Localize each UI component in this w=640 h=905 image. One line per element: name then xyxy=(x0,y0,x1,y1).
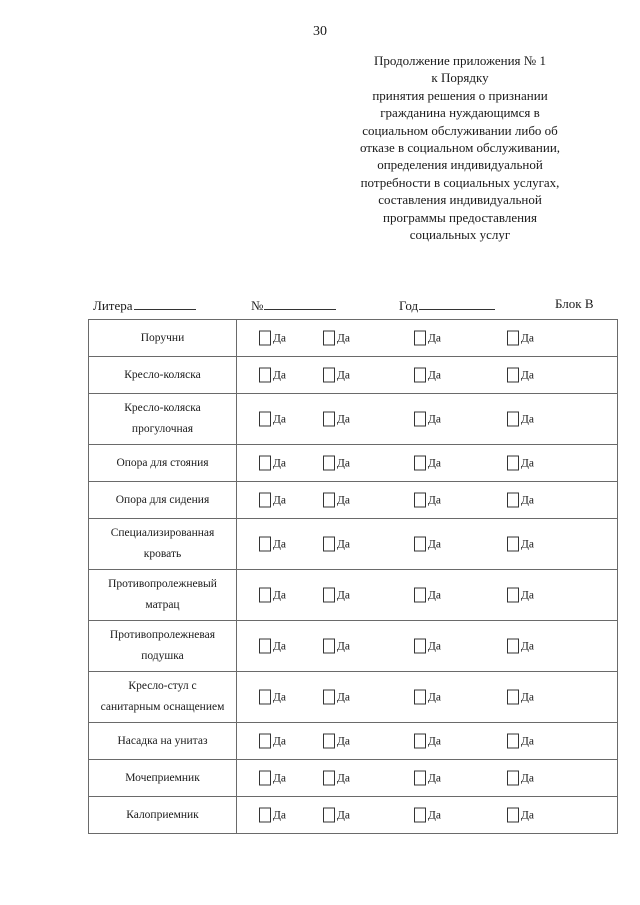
checkbox[interactable] xyxy=(323,771,335,786)
yes-label: Да xyxy=(428,691,441,703)
checkbox[interactable] xyxy=(323,690,335,705)
yes-option[interactable] xyxy=(414,537,441,552)
header-line: принятия решения о признании xyxy=(372,87,548,103)
item-name-line: санитарным оснащением xyxy=(100,701,225,713)
yes-label: Да xyxy=(337,369,350,381)
options-cell xyxy=(237,797,618,834)
checkbox[interactable] xyxy=(323,331,335,346)
header-line: социальном обслуживании либо об xyxy=(362,122,558,138)
yes-option[interactable] xyxy=(259,412,286,427)
item-name-line: Противопролежневая xyxy=(109,629,216,641)
yes-option[interactable] xyxy=(323,808,350,823)
table-row xyxy=(89,394,618,445)
checkbox[interactable] xyxy=(507,331,519,346)
yes-label: Да xyxy=(428,589,441,601)
litera-label: Литера xyxy=(93,298,133,313)
table-row xyxy=(89,357,618,394)
options-cell xyxy=(237,672,618,723)
yes-label: Да xyxy=(428,332,441,344)
yes-option[interactable] xyxy=(507,537,534,552)
yes-option[interactable] xyxy=(507,588,534,603)
yes-option[interactable] xyxy=(259,771,286,786)
litera-field[interactable] xyxy=(93,296,196,314)
options-cell xyxy=(237,445,618,482)
yes-option[interactable] xyxy=(323,734,350,749)
yes-label: Да xyxy=(521,538,534,550)
yes-label: Да xyxy=(521,413,534,425)
yes-label: Да xyxy=(273,735,286,747)
number-field[interactable] xyxy=(251,296,336,314)
table-row xyxy=(89,482,618,519)
yes-option[interactable] xyxy=(323,639,350,654)
checkbox[interactable] xyxy=(259,588,271,603)
item-name-line: Мочеприемник xyxy=(125,771,200,784)
yes-option[interactable] xyxy=(507,639,534,654)
yes-label: Да xyxy=(428,494,441,506)
item-name xyxy=(89,445,237,482)
item-name xyxy=(89,519,237,570)
header-line: потребности в социальных услугах, xyxy=(360,174,560,190)
table-row xyxy=(89,672,618,723)
yes-option[interactable] xyxy=(414,771,441,786)
table-row xyxy=(89,445,618,482)
checkbox[interactable] xyxy=(259,493,271,508)
checkbox[interactable] xyxy=(259,734,271,749)
header-line: составления индивидуальной xyxy=(378,192,542,208)
checkbox[interactable] xyxy=(507,690,519,705)
item-name xyxy=(89,672,237,723)
yes-option[interactable] xyxy=(259,537,286,552)
item-name xyxy=(89,482,237,519)
checkbox[interactable] xyxy=(259,808,271,823)
year-field[interactable] xyxy=(399,296,495,314)
header-line: программы предоставления xyxy=(383,209,537,225)
yes-label: Да xyxy=(521,457,534,469)
yes-option[interactable] xyxy=(414,588,441,603)
item-name-line: прогулочная xyxy=(131,423,194,435)
yes-option[interactable] xyxy=(507,808,534,823)
page-number: 30 xyxy=(313,24,327,39)
year-blank[interactable] xyxy=(419,296,495,310)
yes-label: Да xyxy=(428,369,441,381)
table-row xyxy=(89,760,618,797)
checkbox[interactable] xyxy=(259,537,271,552)
yes-option[interactable] xyxy=(414,331,441,346)
header-line: гражданина нуждающимся в xyxy=(380,105,540,121)
options-cell xyxy=(237,394,618,445)
yes-option[interactable] xyxy=(259,493,286,508)
options-cell xyxy=(237,357,618,394)
checkbox[interactable] xyxy=(414,412,426,427)
checkbox[interactable] xyxy=(414,771,426,786)
item-name-line: Поручни xyxy=(140,331,185,344)
yes-option[interactable] xyxy=(414,368,441,383)
yes-option[interactable] xyxy=(259,690,286,705)
yes-option[interactable] xyxy=(507,456,534,471)
checkbox[interactable] xyxy=(323,456,335,471)
item-name-line: Противопролежневый xyxy=(108,578,217,590)
table-row xyxy=(89,723,618,760)
item-name-line: Кресло-коляска xyxy=(124,368,201,381)
yes-option[interactable] xyxy=(507,331,534,346)
checkbox[interactable] xyxy=(323,808,335,823)
yes-label: Да xyxy=(337,640,350,652)
yes-option[interactable] xyxy=(414,734,441,749)
table-row xyxy=(89,797,618,834)
yes-label: Да xyxy=(273,413,286,425)
options-cell xyxy=(237,760,618,797)
number-blank[interactable] xyxy=(264,296,336,310)
yes-label: Да xyxy=(273,772,286,784)
checkbox[interactable] xyxy=(507,368,519,383)
header-line: отказе в социальном обслуживании, xyxy=(359,140,561,156)
checkbox[interactable] xyxy=(414,331,426,346)
yes-option[interactable] xyxy=(414,456,441,471)
item-name-line: матрац xyxy=(145,599,180,611)
yes-option[interactable] xyxy=(323,690,350,705)
yes-option[interactable] xyxy=(259,456,286,471)
yes-option[interactable] xyxy=(323,456,350,471)
item-name-line: Опора для стояния xyxy=(116,456,209,469)
checkbox[interactable] xyxy=(507,456,519,471)
table-row xyxy=(89,519,618,570)
checkbox[interactable] xyxy=(414,690,426,705)
options-cell xyxy=(237,320,618,357)
yes-label: Да xyxy=(521,494,534,506)
checkbox[interactable] xyxy=(507,537,519,552)
table-row xyxy=(89,320,618,357)
checkbox[interactable] xyxy=(323,588,335,603)
checkbox[interactable] xyxy=(507,639,519,654)
yes-label: Да xyxy=(273,332,286,344)
header-line: определения индивидуальной xyxy=(377,157,543,173)
checkbox[interactable] xyxy=(507,493,519,508)
yes-label: Да xyxy=(428,640,441,652)
checkbox[interactable] xyxy=(259,412,271,427)
checkbox[interactable] xyxy=(414,493,426,508)
checkbox[interactable] xyxy=(259,639,271,654)
checkbox[interactable] xyxy=(414,588,426,603)
yes-option[interactable] xyxy=(414,493,441,508)
item-name-line: Калоприемник xyxy=(126,808,199,821)
yes-label: Да xyxy=(521,640,534,652)
checkbox[interactable] xyxy=(259,690,271,705)
yes-label: Да xyxy=(337,332,350,344)
yes-label: Да xyxy=(273,494,286,506)
yes-label: Да xyxy=(337,691,350,703)
checkbox[interactable] xyxy=(414,368,426,383)
yes-option[interactable] xyxy=(414,639,441,654)
checkbox[interactable] xyxy=(259,456,271,471)
item-name-line: кровать xyxy=(143,548,182,560)
yes-option[interactable] xyxy=(323,771,350,786)
yes-label: Да xyxy=(428,538,441,550)
yes-option[interactable] xyxy=(259,331,286,346)
item-name xyxy=(89,320,237,357)
item-name-line: Опора для сидения xyxy=(115,493,210,506)
yes-label: Да xyxy=(428,772,441,784)
checkbox[interactable] xyxy=(323,412,335,427)
table-row xyxy=(89,621,618,672)
item-name-line: Кресло-коляска xyxy=(124,402,201,414)
yes-label: Да xyxy=(273,538,286,550)
checkbox[interactable] xyxy=(414,734,426,749)
checkbox[interactable] xyxy=(259,368,271,383)
yes-label: Да xyxy=(428,735,441,747)
yes-option[interactable] xyxy=(259,588,286,603)
yes-option[interactable] xyxy=(507,368,534,383)
yes-option[interactable] xyxy=(323,493,350,508)
item-name xyxy=(89,760,237,797)
form-fields xyxy=(93,296,613,318)
checkbox[interactable] xyxy=(507,771,519,786)
yes-option[interactable] xyxy=(414,808,441,823)
yes-option[interactable] xyxy=(323,537,350,552)
equipment-table xyxy=(88,319,618,834)
yes-option[interactable] xyxy=(259,368,286,383)
yes-label: Да xyxy=(337,538,350,550)
year-label: Год xyxy=(399,298,419,313)
header-line: социальных услуг xyxy=(409,227,511,243)
item-name xyxy=(89,394,237,445)
item-name-line: подушка xyxy=(141,650,184,662)
item-name xyxy=(89,797,237,834)
yes-option[interactable] xyxy=(323,588,350,603)
options-cell xyxy=(237,519,618,570)
yes-option[interactable] xyxy=(323,368,350,383)
yes-label: Да xyxy=(521,691,534,703)
yes-label: Да xyxy=(428,809,441,821)
item-name-line: Кресло-стул с xyxy=(128,680,197,692)
options-cell xyxy=(237,570,618,621)
yes-option[interactable] xyxy=(323,331,350,346)
checkbox[interactable] xyxy=(323,734,335,749)
yes-option[interactable] xyxy=(507,771,534,786)
yes-label: Да xyxy=(273,457,286,469)
item-name xyxy=(89,570,237,621)
yes-label: Да xyxy=(337,772,350,784)
litera-blank[interactable] xyxy=(134,296,196,310)
checkbox[interactable] xyxy=(259,331,271,346)
checkbox[interactable] xyxy=(323,639,335,654)
checkbox[interactable] xyxy=(414,808,426,823)
checkbox[interactable] xyxy=(507,588,519,603)
yes-label: Да xyxy=(428,457,441,469)
item-name xyxy=(89,723,237,760)
yes-label: Да xyxy=(428,413,441,425)
checkbox[interactable] xyxy=(323,537,335,552)
yes-label: Да xyxy=(521,589,534,601)
yes-label: Да xyxy=(337,735,350,747)
yes-option[interactable] xyxy=(259,734,286,749)
checkbox[interactable] xyxy=(414,456,426,471)
yes-option[interactable] xyxy=(414,412,441,427)
yes-label: Да xyxy=(273,640,286,652)
table-row xyxy=(89,570,618,621)
block-label: Блок В xyxy=(555,296,594,311)
yes-option[interactable] xyxy=(414,690,441,705)
yes-label: Да xyxy=(521,332,534,344)
yes-label: Да xyxy=(337,809,350,821)
checkbox[interactable] xyxy=(507,808,519,823)
yes-label: Да xyxy=(337,457,350,469)
checkbox[interactable] xyxy=(414,537,426,552)
document-header xyxy=(330,52,590,243)
checkbox[interactable] xyxy=(323,493,335,508)
yes-label: Да xyxy=(273,691,286,703)
item-name xyxy=(89,357,237,394)
checkbox[interactable] xyxy=(323,368,335,383)
header-line: Продолжение приложения № 1 xyxy=(374,53,546,68)
yes-label: Да xyxy=(337,413,350,425)
options-cell xyxy=(237,482,618,519)
yes-option[interactable] xyxy=(259,639,286,654)
item-name xyxy=(89,621,237,672)
checkbox[interactable] xyxy=(507,734,519,749)
yes-label: Да xyxy=(337,494,350,506)
yes-label: Да xyxy=(521,772,534,784)
yes-label: Да xyxy=(521,809,534,821)
yes-label: Да xyxy=(273,369,286,381)
checkbox[interactable] xyxy=(414,639,426,654)
item-name-line: Специализированная xyxy=(110,527,215,539)
yes-option[interactable] xyxy=(507,734,534,749)
options-cell xyxy=(237,621,618,672)
number-label: № xyxy=(251,298,264,313)
yes-option[interactable] xyxy=(259,808,286,823)
yes-label: Да xyxy=(273,589,286,601)
checkbox[interactable] xyxy=(259,771,271,786)
yes-option[interactable] xyxy=(507,690,534,705)
header-line: к Порядку xyxy=(431,70,489,86)
options-cell xyxy=(237,723,618,760)
yes-label: Да xyxy=(521,369,534,381)
yes-label: Да xyxy=(337,589,350,601)
item-name-line: Насадка на унитаз xyxy=(117,734,208,747)
yes-option[interactable] xyxy=(323,412,350,427)
yes-option[interactable] xyxy=(507,493,534,508)
checkbox[interactable] xyxy=(507,412,519,427)
yes-label: Да xyxy=(521,735,534,747)
yes-option[interactable] xyxy=(507,412,534,427)
yes-label: Да xyxy=(273,809,286,821)
